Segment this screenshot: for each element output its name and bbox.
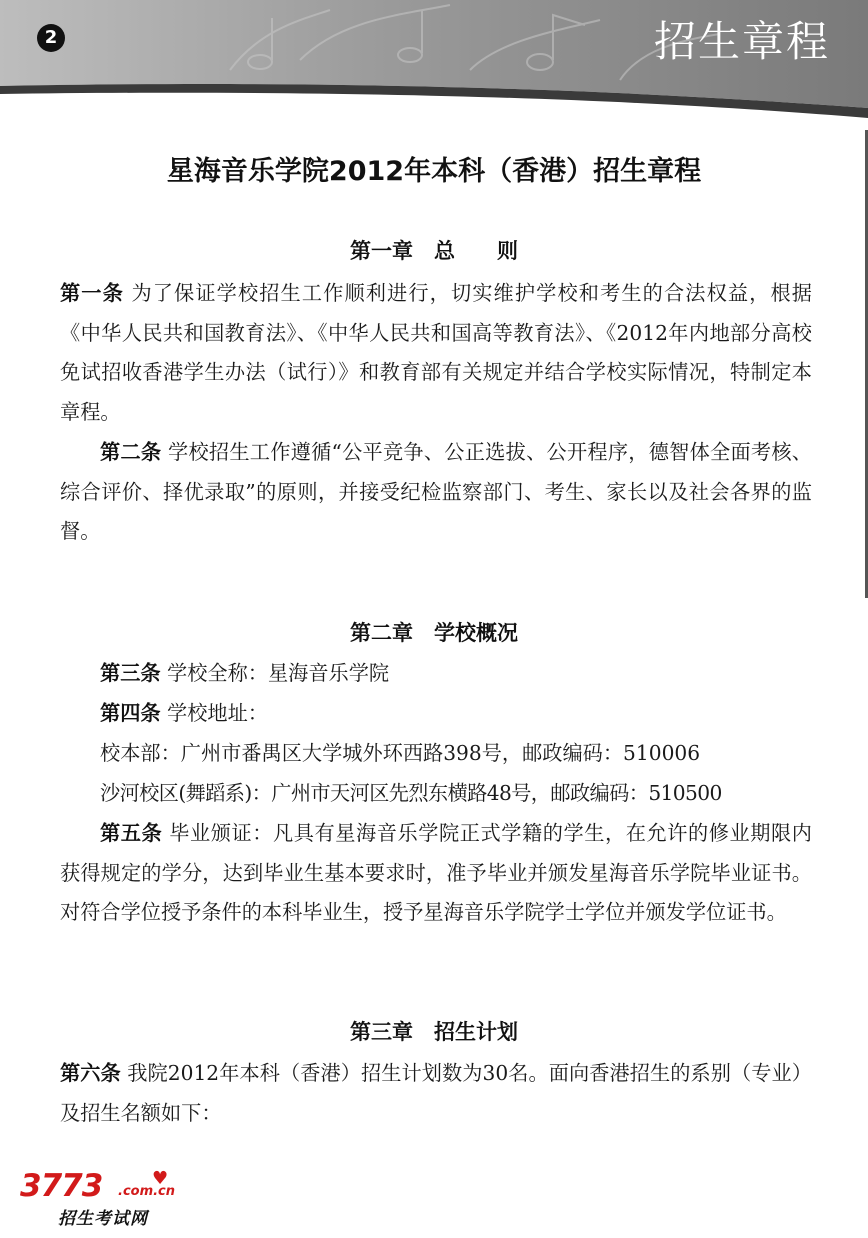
article-text: 学校招生工作遵循“公平竞争、公正选拔、公开程序，德智体全面考核、综合评价、择优录取”的原则，并接受纪检监察部门、考生、家长以及社会各界的监督。: [60, 440, 812, 544]
section-title: 招生章程: [653, 17, 830, 66]
article-paragraph: [60, 814, 812, 933]
chapter-heading: 第二章 学校概况: [350, 621, 518, 645]
article-label: 第六条: [60, 1061, 121, 1085]
article-label: 第二条: [100, 440, 162, 464]
article-text: 我院2012年本科（香港）招生计划数为30名。面向香港招生的系别（专业）及招生名额如下：: [60, 1061, 812, 1125]
article-label: 第五条: [100, 821, 163, 845]
article-text: 学校全称：星海音乐学院: [167, 661, 390, 685]
logo-domain: .com.cn: [118, 1184, 176, 1199]
article-label: 第四条: [100, 701, 161, 725]
page-number-badge: 2: [37, 24, 65, 52]
logo-number: 3773: [20, 1168, 103, 1204]
site-watermark-logo: [20, 1168, 180, 1228]
address-line: [60, 774, 812, 814]
document-title: 星海音乐学院2012年本科（香港）招生章程: [166, 156, 702, 187]
article-text: 为了保证学校招生工作顺利进行，切实维护学校和考生的合法权益，根据《中华人民共和国教育法》、《中华人民共和国高等教育法》、《2012年内地部分高校免试招收香港学生办法（试行）》和教育部有关规定并结合学校实际情况，特制定本章程。: [60, 281, 812, 424]
page-header: [0, 0, 868, 130]
article-text: 毕业颁证：凡具有星海音乐学院正式学籍的学生，在允许的修业期限内获得规定的学分，达到毕业生基本要求时，准予毕业并颁发星海音乐学院毕业证书。对符合学位授予条件的本科毕业生，授予星海音乐学院学士学位并颁发学位证书。: [60, 821, 812, 925]
address-text: 沙河校区(舞蹈系)：广州市天河区先烈东横路48号，邮政编码：510500: [100, 781, 722, 805]
article-paragraph: [60, 274, 812, 432]
chapter-heading: 第三章 招生计划: [350, 1020, 518, 1044]
address-text: 校本部：广州市番禺区大学城外环西路398号，邮政编码：510006: [100, 741, 701, 765]
chapter-heading: 第一章 总 则: [350, 239, 518, 263]
heart-icon: ♥: [152, 1168, 169, 1189]
article-paragraph: [60, 694, 812, 734]
address-line: [60, 734, 812, 774]
article-paragraph: [60, 433, 812, 552]
article-paragraph: [60, 654, 812, 694]
article-label: 第三条: [100, 661, 161, 685]
article-label: 第一条: [60, 281, 124, 305]
article-text: 学校地址：: [167, 701, 268, 725]
article-paragraph: [60, 1054, 812, 1133]
logo-subtitle: 招生考试网: [58, 1209, 148, 1229]
